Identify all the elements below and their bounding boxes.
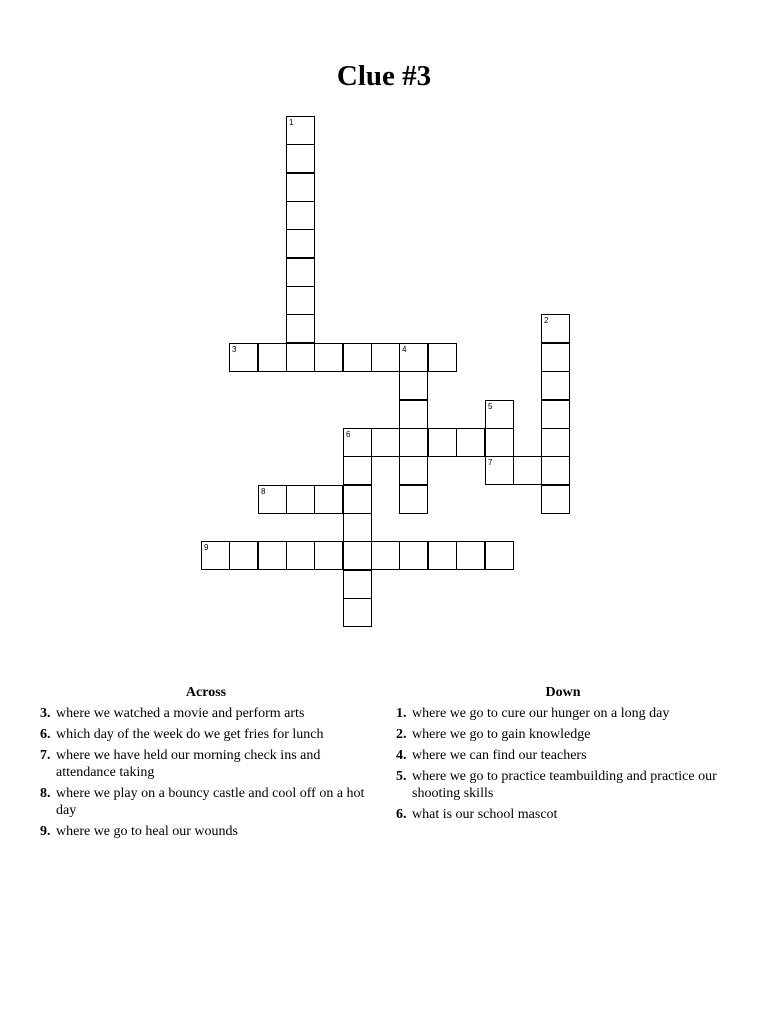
grid-cell[interactable] [399, 343, 428, 372]
clue-number: 7. [40, 748, 51, 763]
grid-cell[interactable] [229, 541, 258, 570]
across-clue [40, 747, 372, 781]
grid-cell[interactable] [286, 229, 315, 258]
grid-cell[interactable] [314, 485, 343, 514]
grid-cell[interactable] [258, 541, 287, 570]
grid-cell[interactable] [371, 343, 400, 372]
grid-cell[interactable] [399, 428, 428, 457]
cell-number: 3 [232, 345, 237, 354]
across-clue [40, 823, 372, 840]
grid-cell[interactable] [541, 485, 570, 514]
grid-cell[interactable] [541, 456, 570, 485]
down-clue [396, 726, 730, 743]
across-clue [40, 785, 372, 819]
grid-cell[interactable] [399, 541, 428, 570]
grid-cell[interactable] [399, 456, 428, 485]
clue-text: where we watched a movie and perform arts [56, 706, 305, 721]
clue-number: 6. [40, 727, 51, 742]
cell-number: 7 [488, 458, 493, 467]
grid-cell[interactable] [343, 513, 372, 542]
grid-cell[interactable] [343, 570, 372, 599]
grid-cell[interactable] [343, 343, 372, 372]
grid-cell[interactable] [258, 343, 287, 372]
clue-number: 2. [396, 727, 407, 742]
clue-text: where we go to gain knowledge [412, 727, 591, 742]
grid-cell[interactable] [286, 173, 315, 202]
grid-cell[interactable] [229, 343, 258, 372]
page-title: Clue #3 [336, 60, 432, 92]
grid-cell[interactable] [201, 541, 230, 570]
clue-number: 5. [396, 769, 407, 784]
clue-number: 1. [396, 706, 407, 721]
grid-cell[interactable] [286, 201, 315, 230]
grid-cell[interactable] [399, 485, 428, 514]
clue-text: what is our school mascot [412, 807, 558, 822]
across-clue [40, 726, 372, 743]
cell-number: 4 [402, 345, 407, 354]
clue-text: which day of the week do we get fries for lunch [56, 727, 324, 742]
grid-cell[interactable] [371, 541, 400, 570]
down-clue [396, 747, 730, 764]
down-clue [396, 705, 730, 722]
across-clues [40, 684, 372, 844]
clue-number: 3. [40, 706, 51, 721]
clue-text: where we play on a bouncy castle and cool off on a hot day [56, 786, 365, 818]
grid-cell[interactable] [485, 428, 514, 457]
clue-number: 4. [396, 748, 407, 763]
grid-cell[interactable] [286, 314, 315, 343]
down-clue [396, 768, 730, 802]
cell-number: 9 [204, 543, 209, 552]
grid-cell[interactable] [541, 343, 570, 372]
clue-number: 6. [396, 807, 407, 822]
grid-cell[interactable] [428, 343, 457, 372]
clue-text: where we have held our morning check ins and attendance taking [56, 748, 321, 780]
grid-cell[interactable] [258, 485, 287, 514]
grid-cell[interactable] [286, 258, 315, 287]
grid-cell[interactable] [541, 400, 570, 429]
across-clue [40, 705, 372, 722]
cell-number: 2 [544, 316, 549, 325]
across-clue-list [40, 705, 372, 840]
grid-cell[interactable] [456, 541, 485, 570]
grid-cell[interactable] [399, 400, 428, 429]
grid-cell[interactable] [485, 456, 514, 485]
cell-number: 6 [346, 430, 351, 439]
grid-cell[interactable] [541, 314, 570, 343]
down-clue-list [396, 705, 730, 823]
grid-cell[interactable] [456, 428, 485, 457]
clue-text: where we go to practice teambuilding and practice our shooting skills [412, 769, 717, 801]
down-clues [396, 684, 730, 827]
grid-cell[interactable] [343, 456, 372, 485]
grid-cell[interactable] [428, 428, 457, 457]
grid-cell[interactable] [286, 541, 315, 570]
down-heading: Down [545, 685, 581, 700]
grid-cell[interactable] [314, 541, 343, 570]
grid-cell[interactable] [371, 428, 400, 457]
grid-cell[interactable] [286, 286, 315, 315]
grid-cell[interactable] [485, 541, 514, 570]
clue-number: 8. [40, 786, 51, 801]
cell-number: 1 [289, 118, 294, 127]
grid-cell[interactable] [286, 116, 315, 145]
grid-cell[interactable] [541, 371, 570, 400]
grid-cell[interactable] [343, 598, 372, 627]
grid-cell[interactable] [513, 456, 542, 485]
grid-cell[interactable] [399, 371, 428, 400]
grid-cell[interactable] [485, 400, 514, 429]
cell-number: 8 [261, 487, 266, 496]
grid-cell[interactable] [428, 541, 457, 570]
grid-cell[interactable] [343, 541, 372, 570]
grid-cell[interactable] [286, 343, 315, 372]
down-clue [396, 806, 730, 823]
grid-cell[interactable] [286, 485, 315, 514]
clue-text: where we go to cure our hunger on a long day [412, 706, 670, 721]
across-heading: Across [185, 685, 227, 700]
grid-cell[interactable] [286, 144, 315, 173]
grid-cell[interactable] [343, 428, 372, 457]
grid-cell[interactable] [314, 343, 343, 372]
grid-cell[interactable] [343, 485, 372, 514]
clue-text: where we can find our teachers [412, 748, 587, 763]
clue-number: 9. [40, 824, 51, 839]
clue-text: where we go to heal our wounds [56, 824, 238, 839]
cell-number: 5 [488, 402, 493, 411]
grid-cell[interactable] [541, 428, 570, 457]
